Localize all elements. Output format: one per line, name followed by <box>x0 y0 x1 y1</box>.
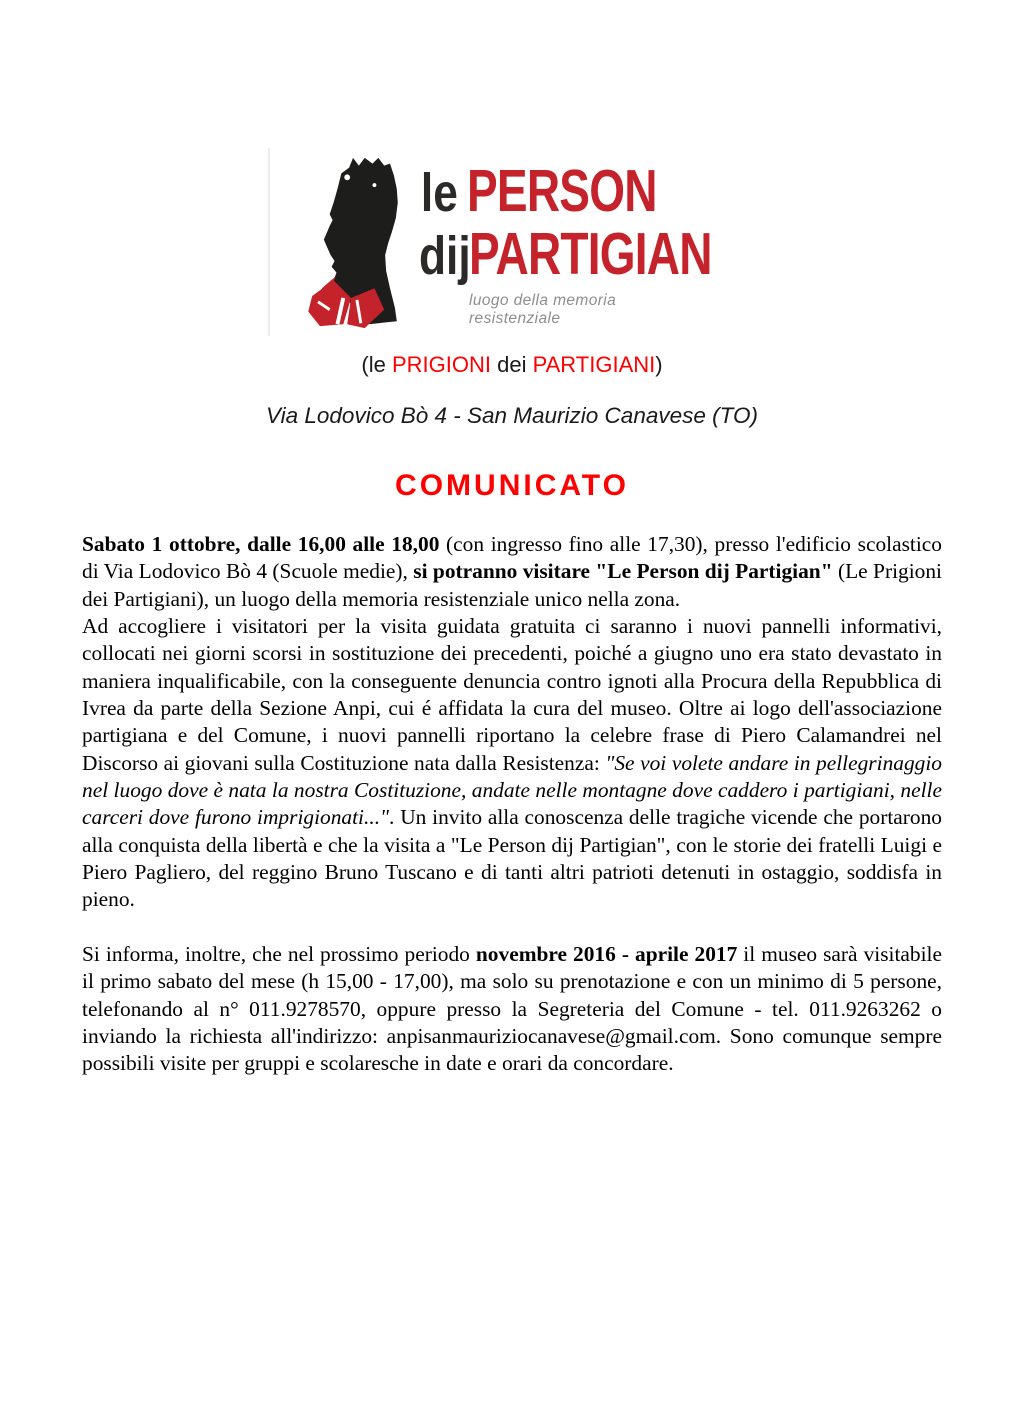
logo-text <box>410 160 710 328</box>
text-segment: Ad accogliere i visitatori per la visita guidata gratuita ci saranno i nuovi pannelli informativi, collocati nei giorni scorsi in sostituzione dei precedenti, poiché a giugno uno era stato devastato in maniera inqualificabile, con la conseguente denuncia contro ignoti alla Procura della Repubblica di Ivrea da parte della Sezione Anpi, cui é affidata la cura del museo. Oltre ai logo dell'associazione partigiana e del Comune, i nuovi pannelli riportano la celebre frase di Piero Calamandrei nel Discorso ai giovani sulla Costituzione nata dalla Resistenza: <box>82 614 942 775</box>
body-text <box>82 531 942 1078</box>
logo-tagline: luogo della memoria resistenziale <box>469 292 617 327</box>
text-segment: "Se voi volete andare in pellegrinaggio nel luogo dove è nata la nostra Costituzione, andate nelle montagne dove caddero i partigiani, nelle carceri dove furono imprigionati..." <box>82 750 942 830</box>
logo-word-person: PERSON <box>466 158 657 224</box>
text-segment: Sabato 1 ottobre, dalle 16,00 alle 18,00 <box>82 532 440 556</box>
logo-line-1 <box>410 160 710 223</box>
logo-line-2 <box>410 223 710 286</box>
subtitle <box>0 352 1024 378</box>
text-segment: il museo sarà visitabile il primo sabato del mese (h 15,00 - 17,00), ma solo su prenotazione e con un minimo di 5 persone, telefonando al n° 011.9278570, oppure presso la Segreteria del Comune - tel. 011.9263262 o inviando la richiesta all'indirizzo: anpisanmauriziocanavese@gmail.com. Sono comunque sempre possibili visite per gruppi e scolaresche in date e orari da concordare. <box>82 941 942 1076</box>
address-line: Via Lodovico Bò 4 - San Maurizio Canavese (TO) <box>266 403 758 428</box>
paragraph-panels <box>82 613 942 914</box>
paragraph-info <box>82 941 942 1078</box>
text-segment: si potranno visitare "Le Person dij Partigian" <box>413 559 833 584</box>
logo <box>268 148 712 336</box>
text-segment: (le <box>361 352 392 377</box>
text-segment: novembre 2016 - aprile 2017 <box>475 941 738 966</box>
paragraph-opening <box>82 531 942 613</box>
page-title: COMUNICATO <box>395 469 629 502</box>
partisan-portrait-icon <box>300 152 408 332</box>
text-segment: (Le Prigioni dei Partigiani), un luogo della memoria resistenziale unico nella zona. <box>82 559 942 611</box>
logo-word-partigian: PARTIGIAN <box>469 221 712 287</box>
text-segment: ) <box>655 352 663 377</box>
text-segment: (con ingresso fino alle 17,30), presso l'edificio scolastico di Via Lodovico Bò 4 (Scuole medie), <box>82 532 942 584</box>
text-segment: PRIGIONI <box>391 352 491 377</box>
logo-prefix-le: le <box>420 163 458 223</box>
text-segment: . Un invito alla conoscenza delle tragiche vicende che portarono alla conquista della libertà e che la visita a "Le Person dij Partigian", con le storie dei fratelli Luigi e Piero Pagliero, del reggino Bruno Tuscano e di tanti altri patrioti detenuti in ostaggio, soddisfa in pieno. <box>82 805 942 912</box>
text-segment: dei <box>491 352 533 377</box>
logo-prefix-dij: dij <box>419 226 471 286</box>
text-segment: Si informa, inoltre, che nel prossimo periodo <box>82 941 476 966</box>
text-segment: PARTIGIANI <box>532 352 656 377</box>
